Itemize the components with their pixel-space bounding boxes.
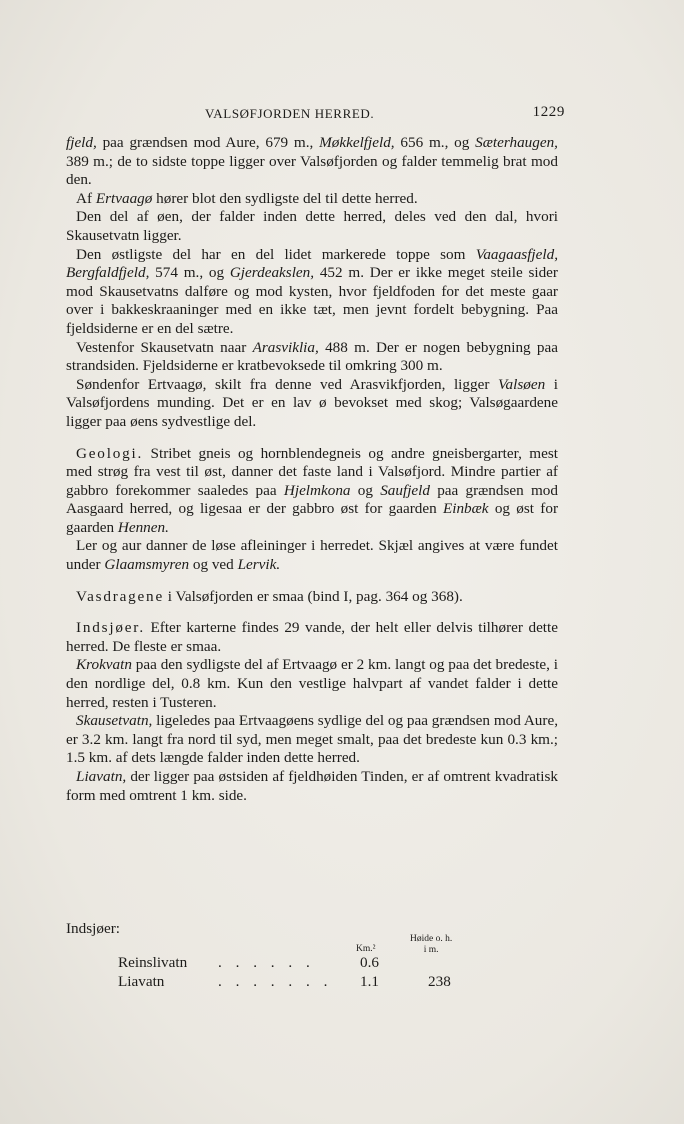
paragraph: Af Ertvaagø hører blot den sydligste del til dette herred. <box>76 189 418 207</box>
leader-dots: . . . . . . . <box>218 973 333 990</box>
paragraph: Ler og aur danner de løse afleininger i herredet. Skjæl angives at være fundet under Glaamsmyren og ved Lervik. <box>66 537 558 574</box>
paragraph: Den del af øen, der falder inden dette herred, deles ved den dal, hvori Skausetvatn ligger. <box>66 208 558 244</box>
lake-area: 0.6 <box>360 954 379 971</box>
table-row <box>118 954 488 973</box>
lake-name: Reinslivatn <box>118 954 188 971</box>
header-title: VALSØFJORDEN HERRED. <box>205 106 375 121</box>
table-label: Indsjøer: <box>66 920 120 937</box>
paragraph-indsjoer: Indsjøer. Efter karterne findes 29 vande, der helt eller delvis tilhører dette herred. De fleste er smaa. <box>66 619 558 655</box>
body-text <box>66 134 558 805</box>
paragraph-vasdrag: Vasdragene i Valsøfjorden er smaa (bind I, pag. 364 og 368). <box>76 587 463 605</box>
column-header-height: Høide o. h. i m. <box>410 934 453 955</box>
paragraph: Skausetvatn, ligeledes paa Ertvaagøens sydlige del og paa grændsen mod Aure, er 3.2 km. langt fra nord til syd, men meget smalt, paa det bredeste kun 0.3 km.; 1.5 km. af dets længde falder inden dette herred. <box>66 712 558 767</box>
lake-area: 1.1 <box>360 973 379 990</box>
paragraph: Krokvatn paa den sydligste del af Ertvaagø er 2 km. langt og paa det bredeste, i den nordlige del, 0.8 km. Kun den vestlige halvpart af vandet falder i dette herred, resten i Tusteren. <box>66 656 558 711</box>
lake-name: Liavatn <box>118 973 165 990</box>
paragraph: Vestenfor Skausetvatn naar Arasviklia, 488 m. Der er nogen bebygning paa strandsiden. Fjeldsiderne er kratbevoksede til omkring 300 m. <box>66 338 558 375</box>
table-row <box>118 973 488 992</box>
column-header-area: Km.² <box>356 944 376 954</box>
leader-dots: . . . . . . <box>218 954 315 971</box>
paragraph-geology: Geologi. Stribet gneis og hornblendegneis og andre gneisbergarter, mest med strøg fra vest til øst, danner det faste land i Valsøfjord. Mindre partier af gabbro forekommer saaledes paa Hjelmkona og Saufjeld paa grændsen mod Aasgaard herred, og ligesaa er der gabbro øst for gaarden Einbæk og øst for gaarden Hennen. <box>66 444 558 536</box>
paragraph: Liavatn, der ligger paa østsiden af fjeldhøiden Tinden, er af omtrent kvadratisk form med omtrent 1 km. side. <box>66 768 558 804</box>
paragraph: Søndenfor Ertvaagø, skilt fra denne ved Arasvikfjorden, ligger Valsøen i Valsøfjordens munding. Det er en lav ø bevokset med skog; Valsøgaardene ligger paa øens sydvestlige del. <box>66 375 558 430</box>
lake-height: 238 <box>428 973 451 990</box>
page-number: 1229 <box>532 104 565 120</box>
paragraph: fjeld, paa grændsen mod Aure, 679 m., Møkkelfjeld, 656 m., og Sæterhaugen, 389 m.; de to sidste toppe ligger over Valsøfjorden og falder temmelig brat mod den. <box>66 134 558 189</box>
paragraph: Den østligste del har en del lidet markerede toppe som Vaagaasfjeld, Bergfaldfjeld, 574 m., og Gjerdeakslen, 452 m. Der er ikke meget steile sider mod Skausetvatns dalføre og mod kysten, hvor fjeldfoden for det meste gaar over i bakkeskraaninger med en ikke tæt, men jevnt fordelt bebygning. Paa fjeldsiderne er en del sætre. <box>66 245 558 337</box>
